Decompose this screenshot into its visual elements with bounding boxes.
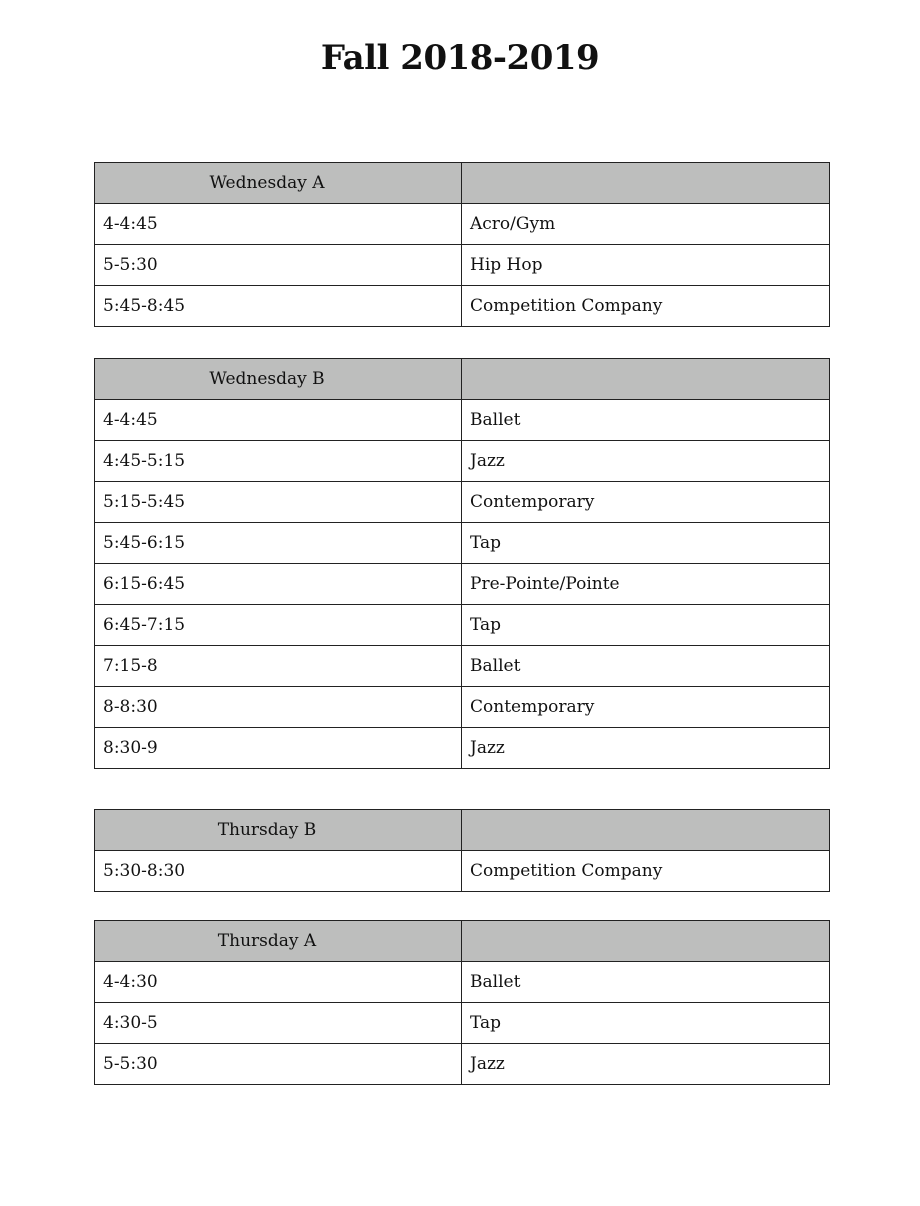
class-cell: Jazz [462,441,830,482]
table-header-row [95,921,830,962]
schedule-table-wednesday-b [94,358,830,769]
time-cell: 5:30-8:30 [95,851,462,892]
day-heading: Thursday A [95,921,462,962]
table-row [95,286,830,327]
table-row [95,523,830,564]
header-empty-cell [462,359,830,400]
table-header-row [95,163,830,204]
class-cell: Tap [462,1003,830,1044]
class-cell: Ballet [462,962,830,1003]
table-row [95,851,830,892]
class-cell: Acro/Gym [462,204,830,245]
time-cell: 7:15-8 [95,646,462,687]
table-row [95,605,830,646]
table-row [95,482,830,523]
table-row [95,564,830,605]
table-row [95,400,830,441]
day-heading: Wednesday A [95,163,462,204]
time-cell: 5-5:30 [95,245,462,286]
header-empty-cell [462,163,830,204]
class-cell: Tap [462,605,830,646]
time-cell: 4:45-5:15 [95,441,462,482]
table-row [95,962,830,1003]
time-cell: 8:30-9 [95,728,462,769]
table-header-row [95,359,830,400]
day-heading: Thursday B [95,810,462,851]
table-header-row [95,810,830,851]
time-cell: 4:30-5 [95,1003,462,1044]
table-row [95,204,830,245]
header-empty-cell [462,921,830,962]
class-cell: Tap [462,523,830,564]
day-heading: Wednesday B [95,359,462,400]
class-cell: Ballet [462,646,830,687]
time-cell: 5:45-6:15 [95,523,462,564]
class-cell: Contemporary [462,687,830,728]
class-cell: Pre-Pointe/Pointe [462,564,830,605]
schedule-table-thursday-b [94,809,830,892]
time-cell: 5-5:30 [95,1044,462,1085]
time-cell: 6:15-6:45 [95,564,462,605]
table-row [95,1044,830,1085]
time-cell: 5:15-5:45 [95,482,462,523]
class-cell: Contemporary [462,482,830,523]
table-row [95,728,830,769]
time-cell: 4-4:30 [95,962,462,1003]
class-cell: Jazz [462,728,830,769]
table-row [95,687,830,728]
table-row [95,1003,830,1044]
time-cell: 8-8:30 [95,687,462,728]
class-cell: Jazz [462,1044,830,1085]
time-cell: 4-4:45 [95,400,462,441]
table-row [95,441,830,482]
page-title: Fall 2018-2019 [320,38,600,78]
schedule-table-wednesday-a [94,162,830,327]
class-cell: Hip Hop [462,245,830,286]
schedule-table-thursday-a [94,920,830,1085]
time-cell: 5:45-8:45 [95,286,462,327]
time-cell: 4-4:45 [95,204,462,245]
class-cell: Competition Company [462,851,830,892]
time-cell: 6:45-7:15 [95,605,462,646]
table-row [95,646,830,687]
header-empty-cell [462,810,830,851]
class-cell: Ballet [462,400,830,441]
class-cell: Competition Company [462,286,830,327]
table-row [95,245,830,286]
